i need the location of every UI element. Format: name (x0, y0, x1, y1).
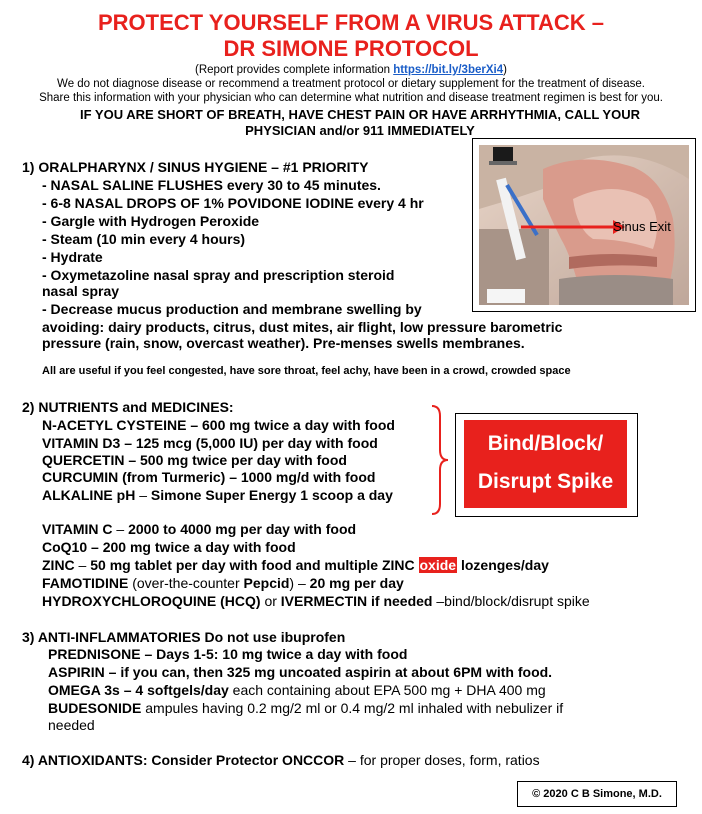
section4-note: – for proper doses, form, ratios (344, 752, 540, 768)
famotidine-otc: (over-the-counter (128, 575, 244, 591)
zinc-line (42, 556, 549, 574)
bind-block-callout (455, 413, 638, 517)
disclaimer-line2: Share this information with your physician who can determine what nutrition and disease treatment regimen is best for you. (39, 92, 663, 104)
hcq-or: or (260, 593, 281, 609)
callout-line2: Disrupt Spike (477, 470, 614, 493)
vitc-line (42, 520, 356, 538)
report-suffix: ) (503, 64, 507, 76)
zinc-lozenges: lozenges/day (457, 557, 549, 573)
famotidine-line (42, 574, 404, 592)
ivermectin-name: IVERMECTIN if needed (280, 593, 433, 609)
section1-heading: 1) ORALPHARYNX / SINUS HYGIENE – #1 PRIORITY (22, 159, 369, 175)
section4-heading (22, 751, 540, 769)
quercetin-line: QUERCETIN – 500 mg twice per day with food (42, 452, 347, 468)
report-link[interactable]: https://bit.ly/3berXi4 (393, 64, 504, 76)
famotidine-name: FAMOTIDINE (42, 575, 129, 591)
hcq-line (42, 592, 590, 610)
hcq-note: –bind/block/disrupt spike (432, 593, 590, 609)
aspirin-line: ASPIRIN – if you can, then 325 mg uncoated aspirin at about 6PM with food. (48, 664, 553, 680)
report-prefix: (Report provides complete information (195, 64, 394, 76)
title-line2: DR SIMONE PROTOCOL (223, 36, 479, 61)
title-line1: PROTECT YOURSELF FROM A VIRUS ATTACK – (97, 10, 604, 35)
vitd3-line: VITAMIN D3 – 125 mcg (5,000 IU) per day with food (42, 435, 378, 451)
pepcid-name: Pepcid (243, 575, 290, 591)
nac-dose: – 600 mg twice a day with food (186, 417, 395, 433)
coq10-line: CoQ10 – 200 mg twice a day with food (42, 539, 296, 555)
s1-item: - Decrease mucus production and membrane swelling by (42, 301, 422, 317)
zinc-name: ZINC (42, 557, 75, 573)
omega-line (48, 681, 546, 699)
alkaline-name: ALKALINE pH (42, 487, 136, 503)
zinc-oxide-highlight: oxide (419, 557, 457, 573)
vitc-dose: 2000 to 4000 mg per day with food (128, 521, 357, 537)
warning-line1: IF YOU ARE SHORT OF BREATH, HAVE CHEST PAIN OR HAVE ARRHYTHMIA, CALL YOUR (80, 107, 640, 122)
s1-item: - Gargle with Hydrogen Peroxide (42, 213, 260, 229)
brace-icon (428, 404, 450, 516)
s1-item: - NASAL SALINE FLUSHES every 30 to 45 minutes. (42, 177, 381, 193)
s1-item: nasal spray (42, 283, 120, 299)
callout-fill (464, 420, 627, 508)
budesonide-line2: needed (48, 717, 95, 733)
section2-heading: 2) NUTRIENTS and MEDICINES: (22, 399, 234, 415)
s1-item: - Hydrate (42, 249, 103, 265)
s1-item: avoiding: dairy products, citrus, dust mites, air flight, low pressure barometric (42, 319, 563, 335)
hcq-name: HYDROXYCHLOROQUINE (HCQ) (42, 593, 261, 609)
zinc-dash: – (74, 557, 91, 573)
s1-item: - 6-8 NASAL DROPS OF 1% POVIDONE IODINE every 4 hr (42, 195, 424, 211)
famotidine-dash: ) – (289, 575, 310, 591)
alkaline-line (42, 486, 393, 504)
disclaimer-line1: We do not diagnose disease or recommend a treatment protocol or dietary supplement for the treatment of disease. (57, 78, 645, 90)
sinus-illustration (472, 138, 696, 312)
nac-line (42, 416, 395, 434)
famotidine-dose: 20 mg per day (309, 575, 404, 591)
omega-detail: each containing about EPA 500 mg + DHA 400 mg (228, 682, 546, 698)
s1-item: pressure (rain, snow, overcast weather). Pre-menses swells membranes. (42, 335, 525, 351)
section4-title: 4) ANTIOXIDANTS: Consider Protector ONCCOR (22, 752, 345, 768)
s1-item: - Steam (10 min every 4 hours) (42, 231, 246, 247)
vitc-dash: – (112, 521, 129, 537)
vitc-name: VITAMIN C (42, 521, 113, 537)
callout-line1: Bind/Block/ (487, 432, 604, 455)
copyright-box: © 2020 C B Simone, M.D. (517, 781, 677, 807)
prednisone-line: PREDNISONE – Days 1-5: 10 mg twice a day with food (48, 646, 408, 662)
omega-name: OMEGA 3s – 4 softgels/day (48, 682, 229, 698)
nac-name: N-ACETYL CYSTEINE (42, 417, 187, 433)
warning-line2: PHYSICIAN and/or 911 IMMEDIATELY (245, 123, 475, 138)
section3-heading: 3) ANTI-INFLAMMATORIES Do not use ibuprofen (22, 629, 346, 645)
alkaline-dash: – (135, 487, 151, 503)
budesonide-name: BUDESONIDE (48, 700, 142, 716)
alkaline-dose: Simone Super Energy 1 scoop a day (150, 487, 393, 503)
budesonide-detail: ampules having 0.2 mg/2 ml or 0.4 mg/2 ml inhaled with nebulizer if (141, 700, 564, 716)
curcumin-line: CURCUMIN (from Turmeric) – 1000 mg/d with food (42, 469, 376, 485)
zinc-dose: 50 mg tablet per day with food and multiple ZINC (90, 557, 419, 573)
section1-note: All are useful if you feel congested, have sore throat, feel achy, have been in a crowd, crowded space (42, 365, 571, 377)
budesonide-line (48, 699, 563, 717)
sinus-exit-label: Sinus Exit (613, 219, 671, 234)
s1-item: - Oxymetazoline nasal spray and prescription steroid (42, 267, 395, 283)
report-line (0, 63, 702, 77)
